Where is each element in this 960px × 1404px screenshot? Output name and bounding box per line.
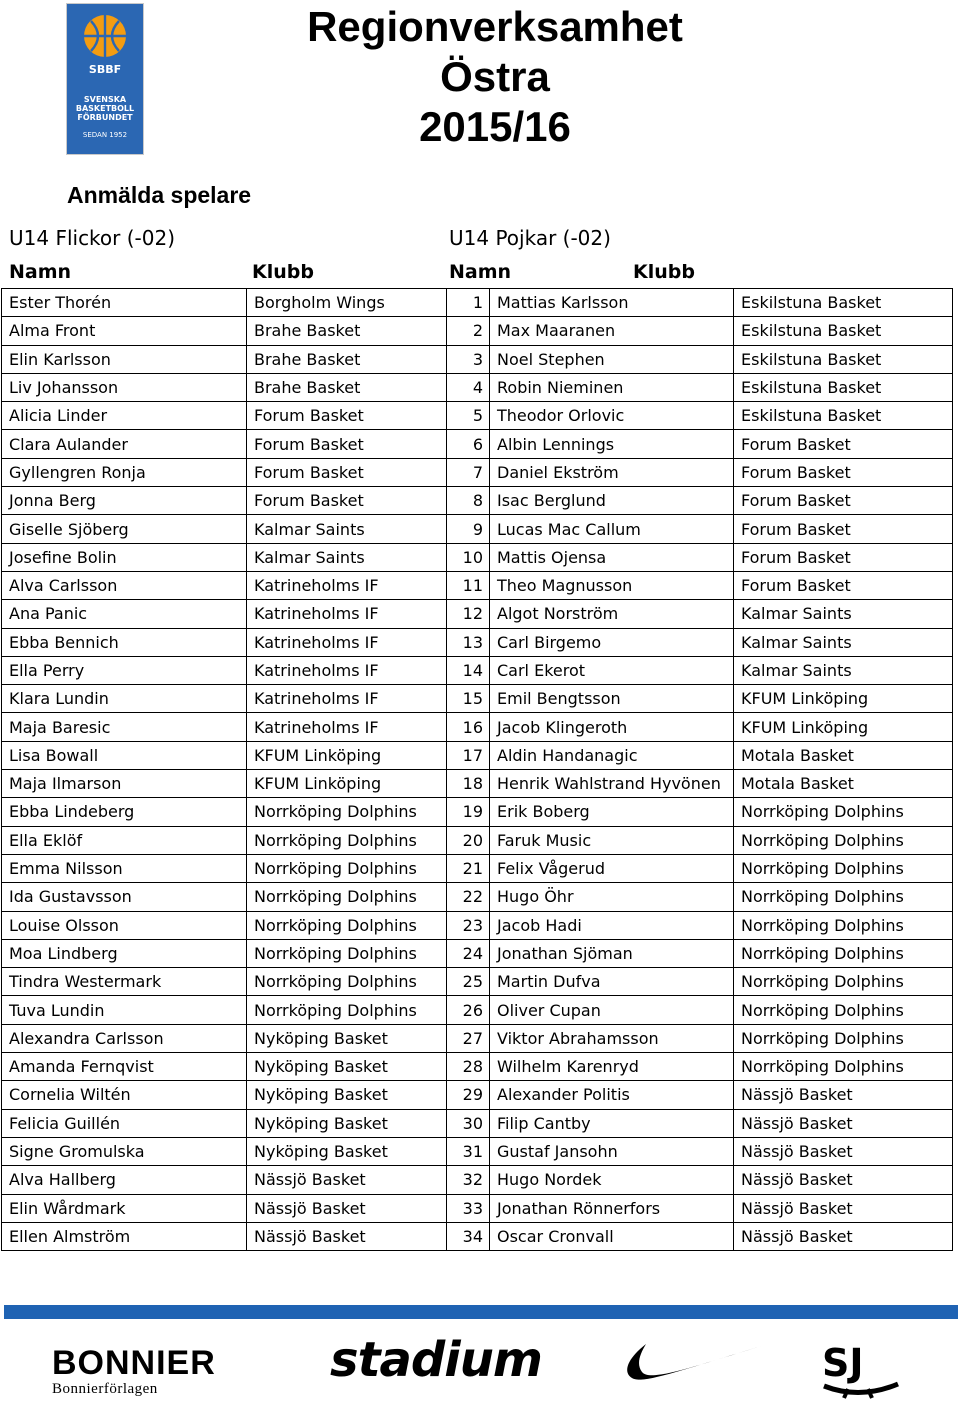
- logo-name: [67, 96, 143, 123]
- table-row: [2, 996, 953, 1024]
- table-row: [2, 430, 953, 458]
- title-line: Östra: [440, 53, 550, 100]
- boy-name-cell: Alexander Politis: [490, 1081, 734, 1109]
- sj-logo: [818, 1336, 902, 1404]
- boy-club-cell: KFUM Linköping: [734, 713, 953, 741]
- girl-name-cell: Josefine Bolin: [2, 543, 247, 571]
- boy-number-cell: 24: [447, 939, 490, 967]
- table-row: [2, 1081, 953, 1109]
- bonnier-logo: [52, 1346, 252, 1398]
- girl-name-cell: Alexandra Carlsson: [2, 1024, 247, 1052]
- girl-name-cell: Ida Gustavsson: [2, 883, 247, 911]
- boy-number-cell: 32: [447, 1166, 490, 1194]
- boy-number-cell: 16: [447, 713, 490, 741]
- boy-club-cell: KFUM Linköping: [734, 685, 953, 713]
- stadium-logo: stadium: [330, 1332, 542, 1388]
- boy-name-cell: Oscar Cronvall: [490, 1222, 734, 1250]
- boy-number-cell: 28: [447, 1053, 490, 1081]
- girl-name-cell: Elin Karlsson: [2, 345, 247, 373]
- girl-name-cell: Jonna Berg: [2, 487, 247, 515]
- girl-club-cell: Forum Basket: [247, 402, 447, 430]
- boy-number-cell: 29: [447, 1081, 490, 1109]
- boy-number-cell: 6: [447, 430, 490, 458]
- girl-name-cell: Amanda Fernqvist: [2, 1053, 247, 1081]
- subheading: Anmälda spelare: [67, 182, 252, 208]
- boy-club-cell: Norrköping Dolphins: [734, 996, 953, 1024]
- boy-number-cell: 3: [447, 345, 490, 373]
- girl-name-cell: Ebba Bennich: [2, 628, 247, 656]
- girl-club-cell: Kalmar Saints: [247, 543, 447, 571]
- boy-number-cell: 2: [447, 317, 490, 345]
- boy-club-cell: Norrköping Dolphins: [734, 968, 953, 996]
- table-row: [2, 1222, 953, 1250]
- table-row: [2, 713, 953, 741]
- table-row: [2, 1137, 953, 1165]
- boy-number-cell: 13: [447, 628, 490, 656]
- table-row: [2, 1024, 953, 1052]
- boy-club-cell: Norrköping Dolphins: [734, 883, 953, 911]
- boy-name-cell: Robin Nieminen: [490, 373, 734, 401]
- boy-club-cell: Kalmar Saints: [734, 628, 953, 656]
- boy-name-cell: Carl Birgemo: [490, 628, 734, 656]
- boy-number-cell: 30: [447, 1109, 490, 1137]
- table-row: [2, 600, 953, 628]
- girl-name-cell: Felicia Guillén: [2, 1109, 247, 1137]
- boy-name-cell: Carl Ekerot: [490, 656, 734, 684]
- girl-name-cell: Gyllengren Ronja: [2, 458, 247, 486]
- girl-name-cell: Emma Nilsson: [2, 854, 247, 882]
- boy-club-cell: Norrköping Dolphins: [734, 1053, 953, 1081]
- boy-number-cell: 11: [447, 571, 490, 599]
- girl-club-cell: Norrköping Dolphins: [247, 968, 447, 996]
- boy-club-cell: Kalmar Saints: [734, 600, 953, 628]
- boy-club-cell: Eskilstuna Basket: [734, 402, 953, 430]
- boy-name-cell: Filip Cantby: [490, 1109, 734, 1137]
- girl-club-cell: Norrköping Dolphins: [247, 939, 447, 967]
- boy-name-cell: Noel Stephen: [490, 345, 734, 373]
- boy-number-cell: 20: [447, 826, 490, 854]
- boy-name-cell: Gustaf Jansohn: [490, 1137, 734, 1165]
- boy-name-cell: Hugo Nordek: [490, 1166, 734, 1194]
- table-row: [2, 458, 953, 486]
- boy-name-cell: Jonathan Rönnerfors: [490, 1194, 734, 1222]
- boy-name-cell: Faruk Music: [490, 826, 734, 854]
- girl-club-cell: Katrineholms IF: [247, 713, 447, 741]
- boy-name-cell: Mattis Ojensa: [490, 543, 734, 571]
- girl-club-cell: Forum Basket: [247, 458, 447, 486]
- girl-club-cell: Nässjö Basket: [247, 1222, 447, 1250]
- table-row: [2, 656, 953, 684]
- boy-name-cell: Oliver Cupan: [490, 996, 734, 1024]
- girl-name-cell: Ebba Lindeberg: [2, 798, 247, 826]
- boy-name-cell: Daniel Ekström: [490, 458, 734, 486]
- girl-club-cell: Katrineholms IF: [247, 600, 447, 628]
- boy-number-cell: 22: [447, 883, 490, 911]
- girl-club-cell: Norrköping Dolphins: [247, 996, 447, 1024]
- girl-name-cell: Ella Eklöf: [2, 826, 247, 854]
- boy-club-cell: Forum Basket: [734, 430, 953, 458]
- boy-number-cell: 4: [447, 373, 490, 401]
- boy-club-cell: Forum Basket: [734, 571, 953, 599]
- girl-club-cell: Norrköping Dolphins: [247, 883, 447, 911]
- boy-name-cell: Erik Boberg: [490, 798, 734, 826]
- girl-name-cell: Elin Wårdmark: [2, 1194, 247, 1222]
- title-line: Regionverksamhet: [307, 3, 683, 50]
- boy-name-cell: Viktor Abrahamsson: [490, 1024, 734, 1052]
- boy-number-cell: 9: [447, 515, 490, 543]
- girl-name-cell: Maja Baresic: [2, 713, 247, 741]
- boy-number-cell: 34: [447, 1222, 490, 1250]
- table-row: [2, 515, 953, 543]
- logo-name-line: SVENSKA: [83, 95, 127, 104]
- girl-club-cell: Norrköping Dolphins: [247, 854, 447, 882]
- girl-name-cell: Liv Johansson: [2, 373, 247, 401]
- girl-name-cell: Moa Lindberg: [2, 939, 247, 967]
- table-row: [2, 883, 953, 911]
- girl-club-cell: Forum Basket: [247, 487, 447, 515]
- girl-name-cell: Alicia Linder: [2, 402, 247, 430]
- girl-name-cell: Tuva Lundin: [2, 996, 247, 1024]
- boys-group-title: U14 Pojkar (-02): [449, 226, 611, 250]
- girl-name-cell: Ana Panic: [2, 600, 247, 628]
- bonnier-subtitle: Bonnierförlagen: [52, 1381, 158, 1397]
- boy-club-cell: Forum Basket: [734, 515, 953, 543]
- bonnier-wordmark: BONNIER: [52, 1344, 216, 1382]
- girl-name-cell: Klara Lundin: [2, 685, 247, 713]
- boy-name-cell: Aldin Handanagic: [490, 741, 734, 769]
- boy-club-cell: Forum Basket: [734, 543, 953, 571]
- boy-number-cell: 12: [447, 600, 490, 628]
- boys-club-header: Klubb: [633, 261, 695, 283]
- table-row: [2, 854, 953, 882]
- boy-number-cell: 18: [447, 770, 490, 798]
- girl-name-cell: Lisa Bowall: [2, 741, 247, 769]
- boy-number-cell: 21: [447, 854, 490, 882]
- table-row: [2, 543, 953, 571]
- boy-name-cell: Isac Berglund: [490, 487, 734, 515]
- girl-name-cell: Alva Hallberg: [2, 1166, 247, 1194]
- boy-number-cell: 5: [447, 402, 490, 430]
- boy-name-cell: Jacob Hadi: [490, 911, 734, 939]
- table-row: [2, 798, 953, 826]
- roster-table: [1, 288, 953, 1251]
- boy-name-cell: Albin Lennings: [490, 430, 734, 458]
- girl-club-cell: Brahe Basket: [247, 345, 447, 373]
- girl-club-cell: Borgholm Wings: [247, 289, 447, 317]
- boy-name-cell: Mattias Karlsson: [490, 289, 734, 317]
- footer-divider: [4, 1305, 958, 1319]
- girl-club-cell: KFUM Linköping: [247, 741, 447, 769]
- table-row: [2, 826, 953, 854]
- girl-name-cell: Giselle Sjöberg: [2, 515, 247, 543]
- boy-club-cell: Eskilstuna Basket: [734, 373, 953, 401]
- girl-club-cell: Norrköping Dolphins: [247, 798, 447, 826]
- girl-club-cell: Kalmar Saints: [247, 515, 447, 543]
- boy-number-cell: 17: [447, 741, 490, 769]
- boy-number-cell: 14: [447, 656, 490, 684]
- girl-club-cell: Forum Basket: [247, 430, 447, 458]
- boy-club-cell: Forum Basket: [734, 458, 953, 486]
- girl-club-cell: Norrköping Dolphins: [247, 911, 447, 939]
- boy-club-cell: Norrköping Dolphins: [734, 826, 953, 854]
- girl-name-cell: Maja Ilmarson: [2, 770, 247, 798]
- girl-name-cell: Ester Thorén: [2, 289, 247, 317]
- boy-name-cell: Jonathan Sjöman: [490, 939, 734, 967]
- boys-name-header: Namn: [449, 261, 512, 283]
- girl-club-cell: Nyköping Basket: [247, 1081, 447, 1109]
- boy-club-cell: Forum Basket: [734, 487, 953, 515]
- boy-number-cell: 33: [447, 1194, 490, 1222]
- boy-name-cell: Algot Norström: [490, 600, 734, 628]
- boy-name-cell: Henrik Wahlstrand Hyvönen: [490, 770, 734, 798]
- boy-club-cell: Eskilstuna Basket: [734, 317, 953, 345]
- boy-club-cell: Norrköping Dolphins: [734, 939, 953, 967]
- girl-club-cell: Nässjö Basket: [247, 1166, 447, 1194]
- boy-number-cell: 19: [447, 798, 490, 826]
- table-row: [2, 628, 953, 656]
- girl-club-cell: Brahe Basket: [247, 317, 447, 345]
- girl-name-cell: Ellen Almström: [2, 1222, 247, 1250]
- boy-number-cell: 23: [447, 911, 490, 939]
- boy-club-cell: Nässjö Basket: [734, 1166, 953, 1194]
- table-row: [2, 1194, 953, 1222]
- girl-club-cell: Brahe Basket: [247, 373, 447, 401]
- girl-club-cell: Katrineholms IF: [247, 628, 447, 656]
- boy-club-cell: Motala Basket: [734, 741, 953, 769]
- girl-club-cell: Norrköping Dolphins: [247, 826, 447, 854]
- boy-club-cell: Norrköping Dolphins: [734, 1024, 953, 1052]
- boy-name-cell: Wilhelm Karenryd: [490, 1053, 734, 1081]
- boy-club-cell: Kalmar Saints: [734, 656, 953, 684]
- girl-name-cell: Alva Carlsson: [2, 571, 247, 599]
- boy-number-cell: 31: [447, 1137, 490, 1165]
- table-row: [2, 487, 953, 515]
- table-row: [2, 1053, 953, 1081]
- table-row: [2, 373, 953, 401]
- logo-founded: SEDAN 1952: [82, 131, 128, 139]
- girl-name-cell: Cornelia Wiltén: [2, 1081, 247, 1109]
- title-line: 2015/16: [419, 103, 571, 150]
- boy-number-cell: 8: [447, 487, 490, 515]
- girl-name-cell: Signe Gromulska: [2, 1137, 247, 1165]
- boy-number-cell: 26: [447, 996, 490, 1024]
- nike-swoosh-icon: [620, 1338, 770, 1388]
- boy-club-cell: Nässjö Basket: [734, 1137, 953, 1165]
- girl-club-cell: Nässjö Basket: [247, 1194, 447, 1222]
- table-row: [2, 1109, 953, 1137]
- girls-club-header: Klubb: [252, 261, 314, 283]
- boy-club-cell: Nässjö Basket: [734, 1194, 953, 1222]
- girl-name-cell: Alma Front: [2, 317, 247, 345]
- boy-number-cell: 27: [447, 1024, 490, 1052]
- boy-club-cell: Norrköping Dolphins: [734, 798, 953, 826]
- boy-name-cell: Lucas Mac Callum: [490, 515, 734, 543]
- table-row: [2, 571, 953, 599]
- boy-club-cell: Nässjö Basket: [734, 1222, 953, 1250]
- girl-club-cell: Katrineholms IF: [247, 685, 447, 713]
- girl-name-cell: Louise Olsson: [2, 911, 247, 939]
- boy-club-cell: Motala Basket: [734, 770, 953, 798]
- table-row: [2, 939, 953, 967]
- girl-club-cell: Nyköping Basket: [247, 1053, 447, 1081]
- boy-number-cell: 25: [447, 968, 490, 996]
- boy-name-cell: Emil Bengtsson: [490, 685, 734, 713]
- boy-name-cell: Max Maaranen: [490, 317, 734, 345]
- boy-number-cell: 7: [447, 458, 490, 486]
- girl-name-cell: Clara Aulander: [2, 430, 247, 458]
- boy-name-cell: Felix Vågerud: [490, 854, 734, 882]
- girl-club-cell: Nyköping Basket: [247, 1024, 447, 1052]
- boy-club-cell: Norrköping Dolphins: [734, 911, 953, 939]
- girl-name-cell: Ella Perry: [2, 656, 247, 684]
- boy-club-cell: Nässjö Basket: [734, 1081, 953, 1109]
- page-title: [290, 2, 700, 152]
- table-row: [2, 968, 953, 996]
- sbbf-logo: [66, 3, 144, 155]
- boy-number-cell: 15: [447, 685, 490, 713]
- boy-name-cell: Martin Dufva: [490, 968, 734, 996]
- table-row: [2, 289, 953, 317]
- table-row: [2, 770, 953, 798]
- girl-club-cell: Katrineholms IF: [247, 656, 447, 684]
- table-row: [2, 402, 953, 430]
- girls-group-title: U14 Flickor (-02): [9, 226, 176, 250]
- table-row: [2, 317, 953, 345]
- table-row: [2, 911, 953, 939]
- table-row: [2, 741, 953, 769]
- roster-body: [2, 289, 953, 1251]
- logo-name-line: BASKETBOLL: [75, 103, 135, 113]
- girl-club-cell: Nyköping Basket: [247, 1109, 447, 1137]
- girl-club-cell: KFUM Linköping: [247, 770, 447, 798]
- boy-club-cell: Norrköping Dolphins: [734, 854, 953, 882]
- logo-abbr: SBBF: [88, 63, 122, 76]
- boy-club-cell: Eskilstuna Basket: [734, 289, 953, 317]
- boy-club-cell: Eskilstuna Basket: [734, 345, 953, 373]
- table-row: [2, 345, 953, 373]
- logo-name-line: FÖRBUNDET: [77, 112, 133, 122]
- girl-club-cell: Nyköping Basket: [247, 1137, 447, 1165]
- sj-wordmark: SJ: [822, 1341, 864, 1385]
- boy-number-cell: 10: [447, 543, 490, 571]
- boy-name-cell: Jacob Klingeroth: [490, 713, 734, 741]
- girl-club-cell: Katrineholms IF: [247, 571, 447, 599]
- boy-name-cell: Theodor Orlovic: [490, 402, 734, 430]
- boy-club-cell: Nässjö Basket: [734, 1109, 953, 1137]
- girl-name-cell: Tindra Westermark: [2, 968, 247, 996]
- boy-name-cell: Hugo Öhr: [490, 883, 734, 911]
- girls-name-header: Namn: [9, 261, 72, 283]
- table-row: [2, 1166, 953, 1194]
- boy-name-cell: Theo Magnusson: [490, 571, 734, 599]
- table-row: [2, 685, 953, 713]
- boy-number-cell: 1: [447, 289, 490, 317]
